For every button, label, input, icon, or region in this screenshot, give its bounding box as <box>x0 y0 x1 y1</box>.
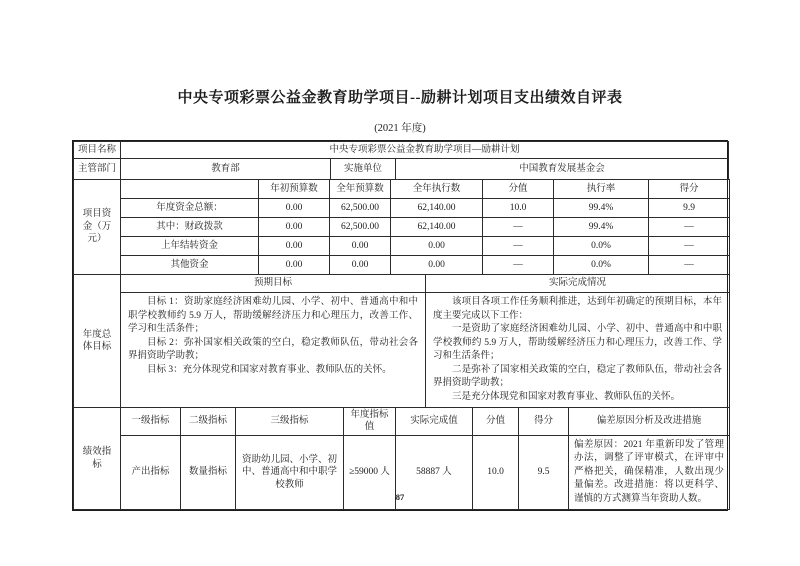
actual-completion-paragraph: 一是资助了家庭经济困难幼儿园、小学、初中、普通高中和中职学校教师约 5.9 万人，帮助缓解经济压力和心理压力，改善工作、学习和生活条件； <box>433 324 722 361</box>
funding-cell: 0.00 <box>259 199 330 218</box>
actual-completion-text <box>426 293 730 408</box>
indicator-level2: 数量指标 <box>181 435 236 510</box>
indicators-section-label: 绩效指标 <box>74 408 121 510</box>
funding-cell: 62,140.00 <box>391 218 483 237</box>
funding-header-row <box>74 180 730 199</box>
funding-blank-header <box>121 180 259 199</box>
funding-row-label: 其中：财政拨款 <box>121 218 259 237</box>
unit-value: 中国教育发展基金会 <box>396 159 729 180</box>
actual-completion-paragraph: 二是弥补了国家相关政策的空白，稳定了教师队伍，带动社会各界捐资助学助教； <box>433 364 722 388</box>
funding-cell: 62,500.00 <box>330 199 391 218</box>
funding-section-label: 项目资金（万元） <box>74 180 121 275</box>
funding-cell: 0.00 <box>330 237 391 256</box>
funding-cell: 0.00 <box>330 256 391 275</box>
page-subtitle: (2021 年度) <box>374 123 426 134</box>
indicator-col-header: 年度指标值 <box>344 408 396 436</box>
funding-cell: 0.00 <box>259 256 330 275</box>
funding-cell: — <box>649 237 730 256</box>
funding-row-carryover <box>74 237 730 256</box>
indicator-level3: 资助幼儿园、小学、初中、普通高中和中职学校教师 <box>236 435 344 510</box>
indicator-actual-value: 58887 人 <box>396 435 473 510</box>
funding-row-total <box>74 199 730 218</box>
indicator-col-header: 一级指标 <box>121 408 181 436</box>
indicator-col-header: 分值 <box>473 408 519 436</box>
indicators-header-row <box>74 408 730 436</box>
funding-col-header: 执行率 <box>554 180 649 199</box>
funding-cell: — <box>483 218 554 237</box>
page-number: 87 <box>395 492 405 502</box>
expected-goal-paragraph: 目标 3：充分体现党和国家对教育事业、教师队伍的关怀。 <box>147 364 392 375</box>
funding-col-header: 得分 <box>649 180 730 199</box>
funding-row-fiscal <box>74 218 730 237</box>
goals-body-row <box>74 293 730 408</box>
funding-cell: 62,500.00 <box>330 218 391 237</box>
funding-cell: 0.00 <box>391 237 483 256</box>
funding-cell: 0.0% <box>554 256 649 275</box>
expected-goals-text <box>121 293 426 408</box>
project-name-value: 中央专项彩票公益金教育助学项目—励耕计划 <box>121 142 729 159</box>
indicator-col-header: 偏差原因分析及改进措施 <box>569 408 730 436</box>
funding-cell: — <box>649 256 730 275</box>
deviation-analysis: 偏差原因：2021 年重新印发了管理办法，调整了评审模式，在评审中严格把关，确保精准，人数出现少量偏差。改进措施：将以更科学、谨慎的方式测算当年资助人数。 <box>569 435 730 510</box>
funding-cell: — <box>649 218 730 237</box>
unit-label: 实施单位 <box>331 159 396 180</box>
indicator-score-total: 10.0 <box>473 435 519 510</box>
project-name-label: 项目名称 <box>74 142 121 159</box>
expected-goals-header: 预期目标 <box>121 275 426 293</box>
goals-header-row <box>74 275 730 293</box>
annual-goals-table <box>73 274 730 408</box>
evaluation-table <box>72 140 728 511</box>
funding-row-label: 其他资金 <box>121 256 259 275</box>
funding-cell: 0.0% <box>554 237 649 256</box>
dept-value: 教育部 <box>121 159 331 180</box>
funding-col-header: 全年执行数 <box>391 180 483 199</box>
funding-row-other <box>74 256 730 275</box>
table-row <box>74 159 729 180</box>
expected-goal-paragraph: 目标 1：资助家庭经济困难幼儿园、小学、初中、普通高中和中职学校教师约 5.9 万人，帮助缓解经济压力和心理压力，改善工作、学习和生活条件； <box>128 297 418 334</box>
actual-completion-paragraph: 三是充分体现党和国家对教育事业、教师队伍的关怀。 <box>452 391 681 402</box>
indicator-col-header: 三级指标 <box>236 408 344 436</box>
funding-table <box>73 179 730 275</box>
funding-col-header: 分值 <box>483 180 554 199</box>
funding-cell: 10.0 <box>483 199 554 218</box>
funding-col-header: 全年预算数 <box>330 180 391 199</box>
header-info-table <box>73 141 729 180</box>
indicator-score: 9.5 <box>519 435 569 510</box>
funding-cell: 99.4% <box>554 218 649 237</box>
funding-cell: 0.00 <box>391 256 483 275</box>
funding-cell: — <box>483 256 554 275</box>
indicator-col-header: 实际完成值 <box>396 408 473 436</box>
funding-row-label: 上年结转资金 <box>121 237 259 256</box>
goals-section-label: 年度总体目标 <box>74 275 121 408</box>
indicator-level1: 产出指标 <box>121 435 181 510</box>
funding-cell: 9.9 <box>649 199 730 218</box>
funding-cell: — <box>483 237 554 256</box>
expected-goal-paragraph: 目标 2：弥补国家相关政策的空白，稳定教师队伍，带动社会各界捐资助学助教； <box>128 337 418 361</box>
actual-completion-paragraph: 该项目各项工作任务顺利推进，达到年初确定的预期目标，本年度主要完成以下工作： <box>433 297 722 321</box>
funding-cell: 99.4% <box>554 199 649 218</box>
funding-col-header: 年初预算数 <box>259 180 330 199</box>
funding-cell: 62,140.00 <box>391 199 483 218</box>
dept-label: 主管部门 <box>74 159 121 180</box>
funding-cell: 0.00 <box>259 237 330 256</box>
indicator-col-header: 二级指标 <box>181 408 236 436</box>
indicator-col-header: 得分 <box>519 408 569 436</box>
page-title: 中央专项彩票公益金教育助学项目--励耕计划项目支出绩效自评表 <box>177 90 623 106</box>
indicator-target-value: ≥59000 人 <box>344 435 396 510</box>
funding-row-label: 年度资金总额： <box>121 199 259 218</box>
funding-cell: 0.00 <box>259 218 330 237</box>
actual-completion-header: 实际完成情况 <box>426 275 730 293</box>
table-row <box>74 142 729 159</box>
